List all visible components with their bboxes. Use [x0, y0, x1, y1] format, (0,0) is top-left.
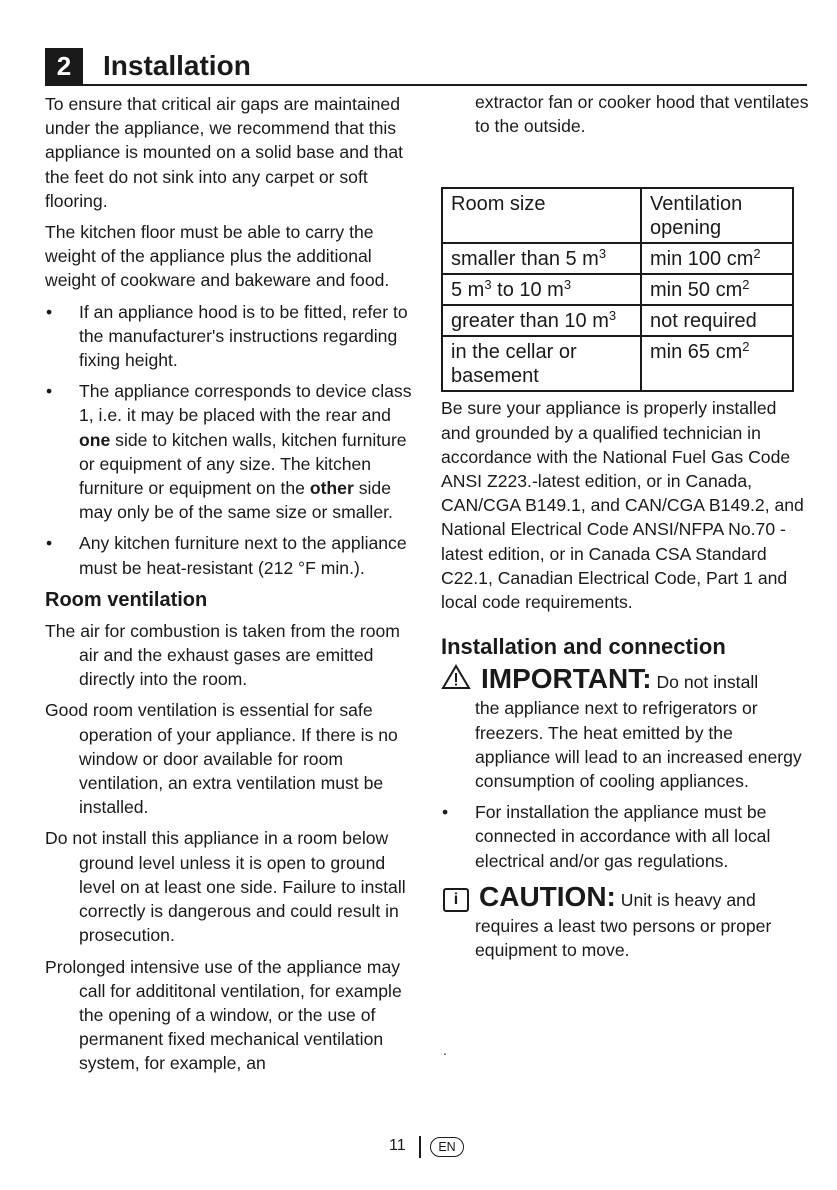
bullet-text: side may only be of the same size or smaller. [79, 478, 393, 523]
cell-opening [641, 243, 793, 274]
info-icon: i [443, 888, 469, 912]
cell-text: min 50 cm [650, 279, 743, 302]
paragraph-grounding: Be sure your appliance is properly installed and grounded by a qualified technician in accordance with the National Fuel Gas Code ANSI Z223.-latest edition, or in Canada, CAN/CGA B149.1, and CAN/CGA B149.2, and National Electrical Code ANSI/NFPA No.70 - latest edition, or in Canada CSA Standard C22.1, Canadian Electrical Code, Part 1 and local code requirements. [441, 398, 804, 613]
cell-text: 5 m [451, 279, 485, 302]
paragraph-prolonged-use: Prolonged intensive use of the appliance may call for addititonal ventilation, for example the opening of a window, or the use of permanent fixed mechanical ventilation system, for example, an [45, 956, 402, 1074]
cell-room-size [442, 305, 641, 336]
caution-notice [441, 880, 809, 962]
caution-text-cont: requires a least two persons or proper equipment to move. [475, 915, 772, 961]
superscript: 3 [598, 246, 607, 262]
important-text-cont: the appliance next to refrigerators or freezers. The heat emitted by the appliance will lead to an increased energy consumption of cooling appliances. [475, 698, 802, 792]
warning-triangle-icon [441, 664, 475, 696]
cell-room-size: in the cellar or basement [442, 336, 641, 391]
important-text: Do not install [656, 672, 759, 693]
ventilation-table [441, 187, 794, 392]
superscript: 2 [742, 339, 750, 355]
cell-text: min 65 cm [650, 341, 743, 364]
caution-label: CAUTION: [479, 880, 616, 912]
important-notice [441, 662, 809, 793]
cell-opening [641, 274, 793, 305]
chapter-title: Installation [103, 50, 251, 81]
page-number: 11 [389, 1137, 406, 1154]
cell-text: smaller than 5 m [451, 248, 599, 271]
paragraph-extractor-fan: extractor fan or cooker hood that ventilates to the outside. [475, 92, 809, 137]
superscript: 2 [742, 277, 750, 293]
heading-room-ventilation: Room ventilation [45, 588, 208, 611]
cell-room-size [442, 243, 641, 274]
bold-other: other [309, 478, 354, 499]
bullet-text: side to kitchen walls, kitchen furniture or equipment of any size. The kitchen furniture or equipment on the [79, 429, 407, 499]
important-label: IMPORTANT: [481, 663, 652, 695]
installation-bullets [45, 300, 417, 580]
cell-text: greater than 10 m [451, 310, 609, 333]
footer-divider [419, 1136, 421, 1158]
right-column [441, 90, 809, 962]
paragraph-combustion-air: The air for combustion is taken from the room air and the exhaust gases are emitted directly into the room. [45, 620, 400, 690]
caution-text: Unit is heavy and [620, 889, 756, 910]
table-row [442, 274, 793, 305]
page-footer [0, 1136, 837, 1160]
th-room-size: Room size [442, 188, 641, 243]
stray-dot: . [443, 1042, 447, 1058]
language-badge: EN [430, 1137, 464, 1157]
paragraph-below-ground: Do not install this appliance in a room below ground level unless it is open to ground level on at least one side. Failure to install correctly is dangerous and could result in prosecution. [45, 828, 406, 946]
superscript: 3 [608, 308, 617, 324]
cell-opening [641, 336, 793, 391]
superscript: 3 [484, 277, 492, 293]
chapter-header [45, 48, 807, 85]
cell-text: min 100 cm [650, 248, 754, 271]
cell-opening: not required [641, 305, 793, 336]
header-rule [45, 84, 807, 86]
bullet-regulations: • For installation the appliance must be connected in accordance with all local electrical and/or gas regulations. [441, 800, 809, 873]
paragraph-good-ventilation: Good room ventilation is essential for safe operation of your appliance. If there is no window or door available for room ventilation, an extra ventilation must be installed. [45, 700, 398, 818]
table-row [442, 243, 793, 274]
bold-one: one [79, 429, 111, 450]
bullet-text: The appliance corresponds to device class 1, i.e. it may be placed with the rear and [79, 381, 412, 426]
chapter-number: 2 [45, 48, 83, 84]
th-ventilation-opening: Ventilation opening [641, 188, 793, 243]
paragraph-air-gaps: To ensure that critical air gaps are maintained under the appliance, we recommend that this appliance is mounted on a solid base and that the feet do not sink into any carpet or soft flooring. [45, 94, 403, 211]
install-bullets [441, 800, 809, 873]
table-row [442, 305, 793, 336]
bullet-hood: • If an appliance hood is to be fitted, refer to the manufacturer's instructions regarding fixing height. [45, 300, 417, 373]
left-column [45, 92, 417, 1083]
bullet-heat-resistant: • Any kitchen furniture next to the appliance must be heat-resistant (212 °F min.). [45, 531, 417, 579]
paragraph-floor: The kitchen floor must be able to carry the weight of the appliance plus the additional weight of cookware and bakeware and food. [45, 222, 390, 291]
cell-room-size [442, 274, 641, 305]
superscript: 3 [563, 277, 572, 293]
superscript: 2 [753, 246, 761, 262]
heading-installation-connection: Installation and connection [441, 634, 726, 660]
cell-text: to 10 m [491, 279, 564, 302]
table-header-row [442, 188, 793, 243]
bullet-device-class [45, 379, 417, 524]
table-row [442, 336, 793, 391]
